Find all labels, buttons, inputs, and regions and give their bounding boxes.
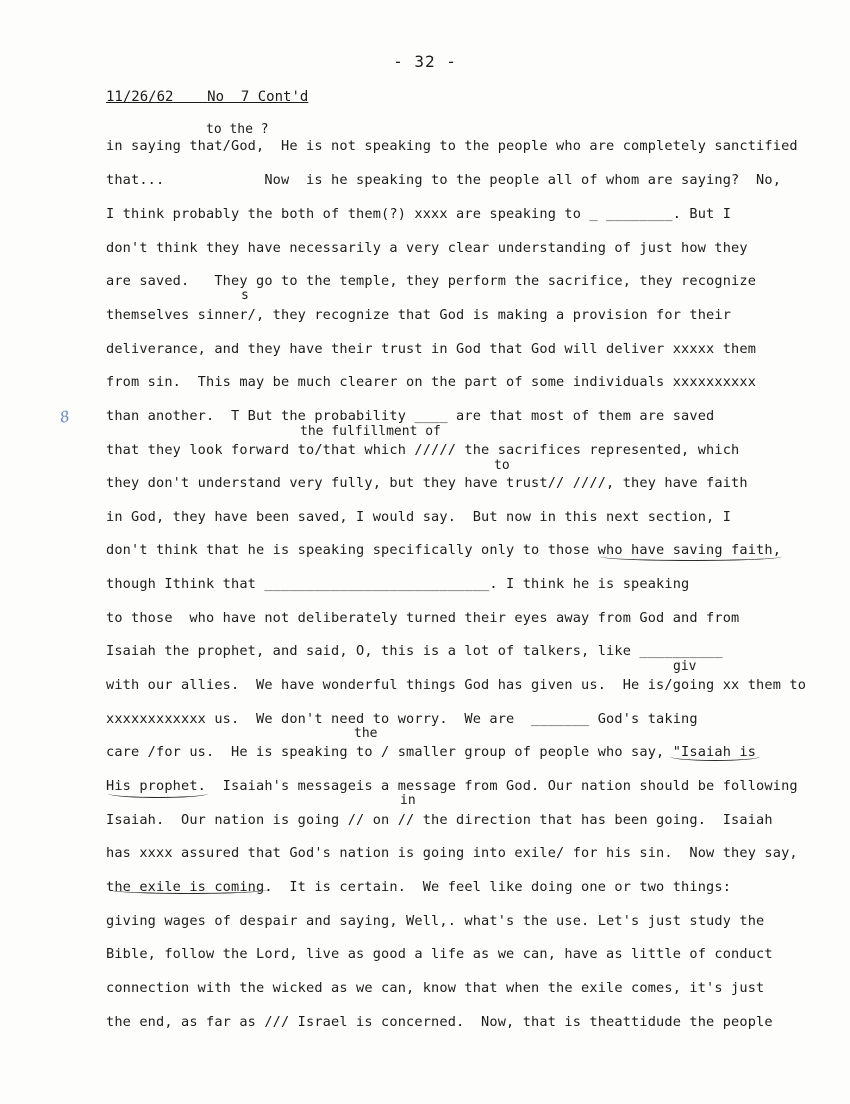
text-line: with our allies. We have wonderful things God has given us. He is/going xx them to bbox=[106, 677, 807, 693]
text-line: the end, as far as /// Israel is concerned. Now, that is theattidude the people bbox=[106, 1014, 773, 1030]
insert-giv: giv bbox=[673, 659, 697, 674]
insert-the: the bbox=[354, 726, 378, 741]
insert-s: s bbox=[241, 288, 249, 303]
text-line: they don't understand very fully, but they have trust// ////, they have faith bbox=[106, 475, 748, 491]
handwritten-underline bbox=[108, 885, 268, 894]
page-number: - 32 - bbox=[393, 52, 457, 71]
text-line: giving wages of despair and saying, Well,. what's the use. Let's just study the bbox=[106, 913, 765, 929]
margin-mark: 8 bbox=[58, 407, 72, 427]
text-line: xxxxxxxxxxxx us. We don't need to worry. We are _______ God's taking bbox=[106, 711, 698, 727]
text-line: though Ithink that ___________________________. I think he is speaking bbox=[106, 576, 690, 592]
text-line: than another. T But the probability ____ are that most of them are saved bbox=[106, 408, 715, 424]
handwritten-underline bbox=[108, 789, 208, 798]
text-line: to those who have not deliberately turned their eyes away from God and from bbox=[106, 610, 740, 626]
text-line: themselves sinner/, they recognize that God is making a provision for their bbox=[106, 307, 732, 323]
text-line: the exile is coming. It is certain. We feel like doing one or two things: bbox=[106, 879, 732, 895]
insert-to-the: to the ? bbox=[206, 122, 269, 137]
text-line: in saying that/God, He is not speaking to the people who are completely sanctified bbox=[106, 138, 798, 154]
text-line: don't think that he is speaking specifically only to those who have saving faith, bbox=[106, 542, 782, 558]
text-line: His prophet. Isaiah's messageis a message from God. Our nation should be following bbox=[106, 778, 798, 794]
document-header bbox=[106, 89, 308, 105]
handwritten-underline bbox=[670, 752, 760, 761]
text-line: has xxxx assured that God's nation is going into exile/ for his sin. Now they say, bbox=[106, 845, 798, 861]
text-line: deliverance, and they have their trust in God that God will deliver xxxxx them bbox=[106, 341, 757, 357]
text-line: that they look forward to/that which ///// the sacrifices represented, which bbox=[106, 442, 740, 458]
text-line: connection with the wicked as we can, know that when the exile comes, it's just bbox=[106, 980, 765, 996]
text-line: I think probably the both of them(?) xxxx are speaking to _ ________. But I bbox=[106, 206, 732, 222]
insert-fulfillment: the fulfillment of bbox=[300, 424, 441, 439]
header-date: 11/26/62 bbox=[106, 89, 174, 105]
text-line: Isaiah. Our nation is going // on // the direction that has been going. Isaiah bbox=[106, 812, 773, 828]
text-line: care /for us. He is speaking to / smaller group of people who say, "Isaiah is bbox=[106, 744, 757, 760]
text-line: that... Now is he speaking to the people all of whom are saying? No, bbox=[106, 172, 782, 188]
text-line: don't think they have necessarily a very clear understanding of just how they bbox=[106, 240, 748, 256]
text-line: Isaiah the prophet, and said, O, this is a lot of talkers, like __________ bbox=[106, 643, 723, 659]
insert-in: in bbox=[400, 793, 416, 808]
text-line: from sin. This may be much clearer on the part of some individuals xxxxxxxxxx bbox=[106, 374, 757, 390]
text-line: are saved. They go to the temple, they perform the sacrifice, they recognize bbox=[106, 273, 757, 289]
handwritten-underline bbox=[600, 552, 782, 561]
text-line: in God, they have been saved, I would say. But now in this next section, I bbox=[106, 509, 732, 525]
insert-to: to bbox=[494, 458, 510, 473]
header-suffix: No 7 Cont'd bbox=[207, 89, 309, 105]
text-line: Bible, follow the Lord, live as good a life as we can, have as little of conduct bbox=[106, 946, 773, 962]
